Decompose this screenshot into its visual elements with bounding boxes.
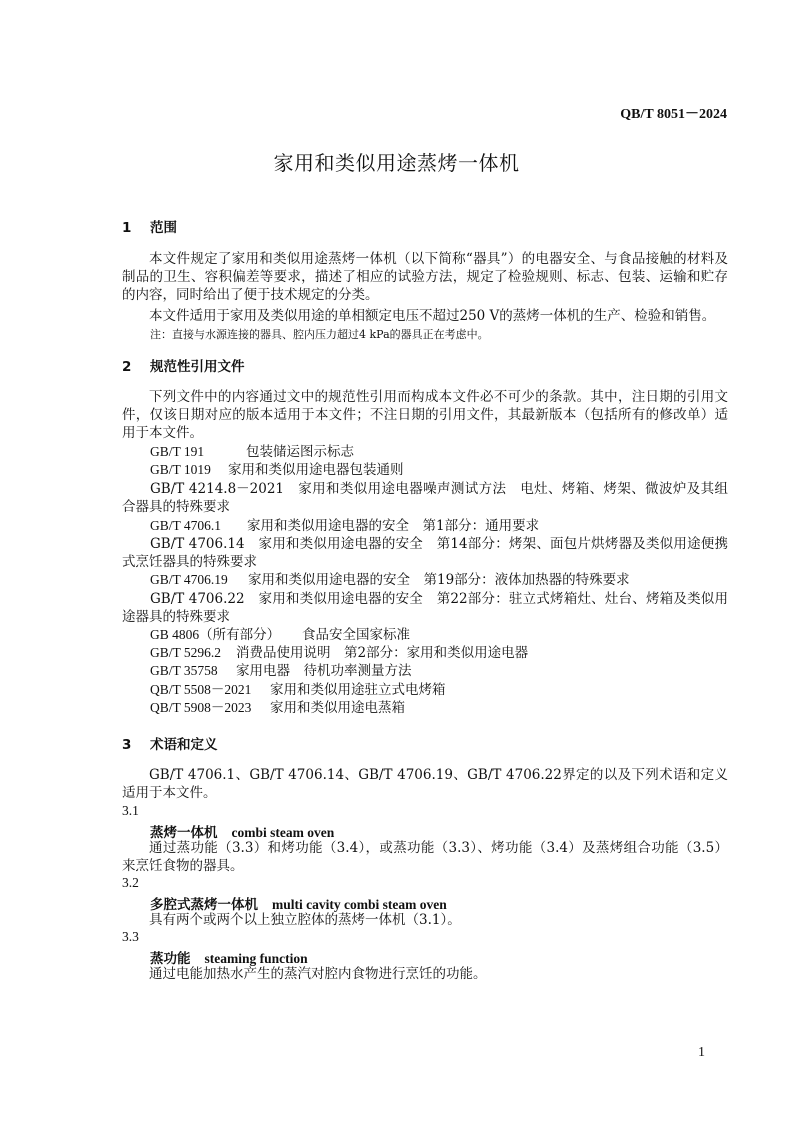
section-number: 3	[122, 737, 132, 753]
reference-item	[150, 517, 539, 535]
scope-paragraph-2: 本文件适用于家用及类似用途的单相额定电压不超过250 V的蒸烤一体机的生产、检验和销售。	[149, 308, 716, 324]
term-english: multi cavity combi steam oven	[272, 897, 447, 912]
reference-item	[150, 626, 410, 644]
section-number: 1	[122, 220, 132, 236]
section-1-heading	[122, 216, 177, 236]
reference-code: GB/T 4706.14	[150, 536, 245, 552]
term-definition: 通过蒸功能（3.3）和烤功能（3.4），或蒸功能（3.3）、烤功能（3.4）及蒸烤组合功能（3.5）来烹饪食物的器具。	[122, 840, 728, 874]
reference-title: 包装储运图示标志	[246, 444, 354, 460]
section-title: 术语和定义	[150, 737, 218, 753]
term-english: steaming function	[204, 951, 308, 966]
reference-code: GB/T 4706.22	[150, 591, 245, 607]
document-title: 家用和类似用途蒸烤一体机	[273, 151, 520, 175]
term-english: combi steam oven	[231, 825, 335, 840]
reference-code: QB/T 5508－2021	[150, 682, 252, 697]
reference-item	[150, 699, 405, 717]
term-chinese: 蒸功能	[150, 951, 191, 967]
reference-title: 消费品使用说明 第2部分：家用和类似用途电器	[236, 645, 529, 661]
term-number: 3.2	[122, 875, 139, 890]
reference-code: GB 4806（所有部分）	[150, 627, 281, 642]
reference-code: GB/T 1019	[150, 462, 211, 477]
reference-code: GB/T 4706.19	[150, 572, 228, 587]
scope-paragraph-1: 本文件规定了家用和类似用途蒸烤一体机（以下简称“器具”）的电器安全、与食品接触的材料及制品的卫生、容积偏差等要求，描述了相应的试验方法，规定了检验规则、标志、包装、运输和贮存的内容，同时给出了便于技术规定的分类。	[122, 251, 728, 303]
reference-title: 家用和类似用途电器噪声测试方法 电灶、烤箱、烤架、微波炉及其组合器具的特殊要求	[122, 481, 729, 515]
reference-title: 家用电器 待机功率测量方法	[236, 663, 412, 679]
references-intro: 下列文件中的内容通过文中的规范性引用而构成本文件必不可少的条款。其中，注日期的引用文件，仅该日期对应的版本适用于本文件；不注日期的引用文件，其最新版本（包括所有的修改单）适用于本文件。	[122, 389, 728, 441]
term-chinese: 蒸烤一体机	[150, 825, 218, 841]
standard-code: QB/T 8051－2024	[620, 107, 727, 122]
reference-code: GB/T 4214.8－2021	[150, 481, 285, 497]
term-heading	[150, 947, 308, 967]
reference-title: 家用和类似用途电器包装通则	[228, 462, 404, 478]
term-heading	[150, 821, 334, 841]
reference-item	[150, 681, 446, 699]
reference-title: 家用和类似用途电蒸箱	[270, 700, 405, 716]
term-definition: 具有两个或两个以上独立腔体的蒸烤一体机（3.1）。	[149, 912, 461, 928]
page-number: 1	[698, 1045, 705, 1060]
reference-code: GB/T 5296.2	[150, 645, 222, 660]
term-definition: 通过电能加热水产生的蒸汽对腔内食物进行烹饪的功能。	[149, 966, 487, 982]
term-heading	[150, 893, 447, 913]
reference-title: 家用和类似用途电器的安全 第19部分：液体加热器的特殊要求	[248, 572, 630, 588]
reference-code: GB/T 191	[150, 444, 205, 459]
reference-code: GB/T 35758	[150, 663, 218, 678]
reference-item	[122, 480, 728, 516]
section-2-heading	[122, 355, 245, 375]
reference-item	[150, 644, 528, 662]
reference-title: 食品安全国家标准	[302, 627, 410, 643]
reference-item	[122, 535, 728, 571]
term-number: 3.3	[122, 929, 139, 944]
reference-item	[150, 443, 354, 461]
term-number: 3.1	[122, 803, 139, 818]
reference-item	[150, 662, 412, 680]
reference-title: 家用和类似用途电器的安全 第1部分：通用要求	[247, 518, 540, 534]
reference-item	[150, 461, 404, 479]
scope-note: 注：直接与水源连接的器具、腔内压力超过4 kPa的器具正在考虑中。	[150, 328, 489, 341]
reference-item	[122, 590, 728, 626]
reference-code: QB/T 5908－2023	[150, 700, 252, 715]
reference-item	[150, 571, 630, 589]
terms-intro: GB/T 4706.1、GB/T 4706.14、GB/T 4706.19、GB/T 4706.22界定的以及下列术语和定义适用于本文件。	[122, 767, 728, 801]
section-title: 规范性引用文件	[150, 359, 245, 375]
reference-title: 家用和类似用途驻立式电烤箱	[270, 682, 446, 698]
section-number: 2	[122, 359, 132, 375]
reference-title: 家用和类似用途电器的安全 第14部分：烤架、面包片烘烤器及类似用途便携式烹饪器具的特殊要求	[122, 536, 729, 570]
section-title: 范围	[150, 220, 177, 236]
section-3-heading	[122, 733, 218, 753]
term-chinese: 多腔式蒸烤一体机	[150, 897, 258, 913]
reference-title: 家用和类似用途电器的安全 第22部分：驻立式烤箱灶、灶台、烤箱及类似用途器具的特殊要求	[122, 591, 729, 625]
reference-code: GB/T 4706.1	[150, 518, 222, 533]
